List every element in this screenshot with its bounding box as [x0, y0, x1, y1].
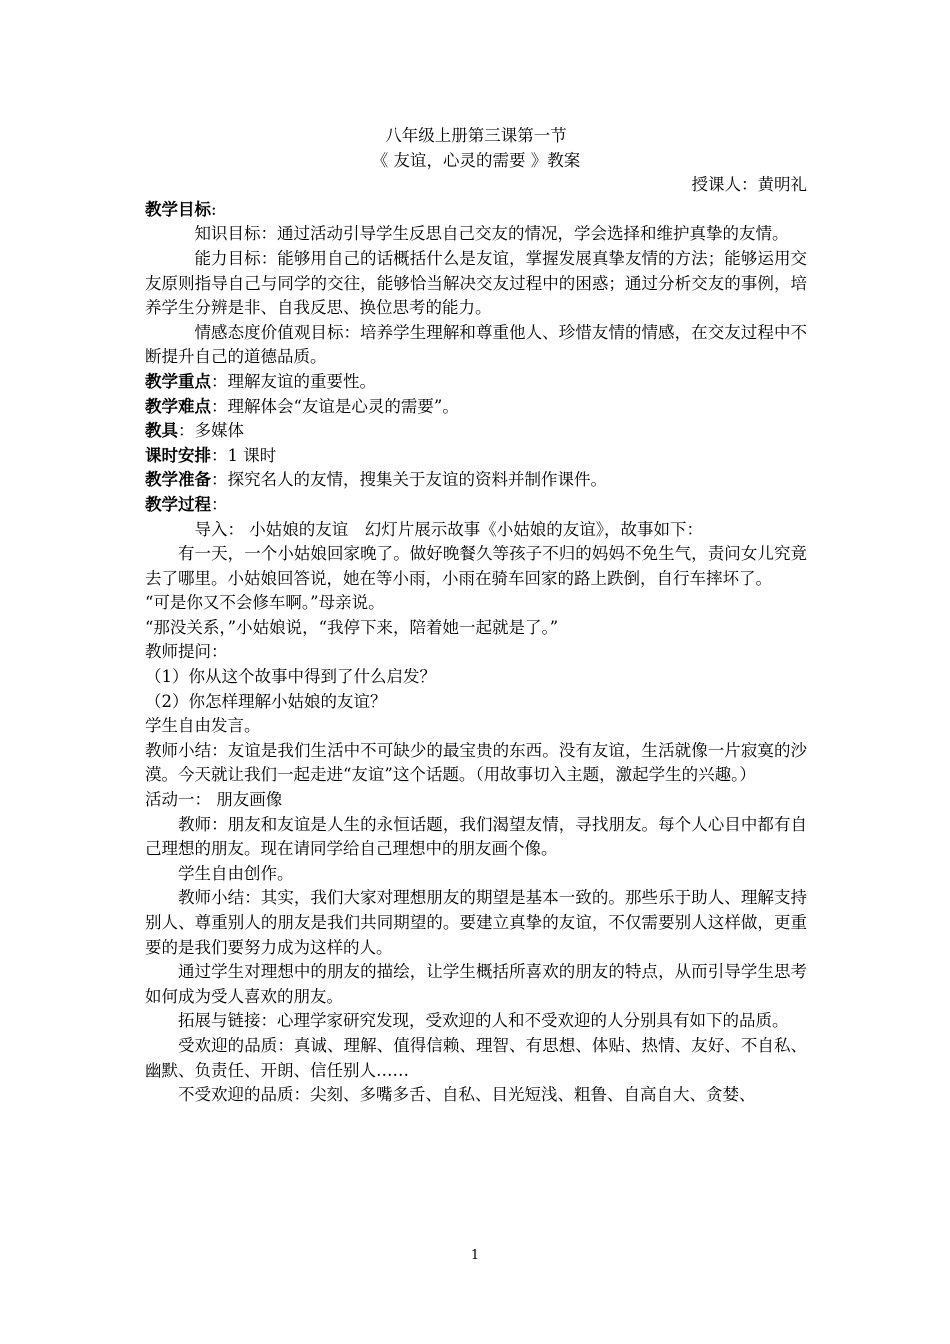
student-create: 学生自由创作。 — [178, 863, 294, 883]
teacher-summary-1: 教师小结：友谊是我们生活中不可缺少的最宝贵的东西。没有友谊，生活就像一片寂寞的沙漠。今天就让我们一起走进“友谊”这个话题。（用故事切入主题，激起学生的兴趣。） — [145, 740, 807, 785]
teacher-ask: 教师提问： — [145, 642, 228, 662]
story-quote-girl: “那没关系，”小姑娘说，“我停下来，陪着她一起就是了。” — [145, 617, 559, 637]
field-value: ： — [211, 494, 228, 514]
field-process — [145, 493, 807, 518]
field-value: ：理解友谊的重要性。 — [211, 371, 376, 391]
field-value: ：多媒体 — [178, 421, 244, 441]
page-number: 1 — [470, 1248, 480, 1263]
field-label: 教学准备 — [145, 470, 211, 490]
field-tools — [145, 419, 807, 444]
lesson-title: 《 友谊，心灵的需要 》教案 — [371, 150, 581, 170]
objectives-label: 教学目标 — [145, 199, 211, 219]
story-paragraph: 有一天，一个小姑娘回家晚了。做好晚餐久等孩子不归的妈妈不免生气，责问女儿究竟去了哪里。小姑娘回答说，她在等小雨，小雨在骑车回家的路上跌倒，自行车摔坏了。 — [145, 544, 807, 588]
intro-paragraph: 导入： 小姑娘的友谊 幻灯片展示故事《小姑娘的友谊》，故事如下： — [194, 519, 703, 539]
unpopular-qualities: 不受欢迎的品质：尖刻、多嘴多舌、自私、目光短浅、粗鲁、自高自大、贪婪、 — [178, 1085, 756, 1105]
objectives-heading — [145, 198, 807, 223]
field-label: 教学重点 — [145, 371, 211, 391]
field-label: 教学过程 — [145, 494, 211, 514]
popular-qualities: 受欢迎的品质：真诚、理解、值得信赖、理智、有思想、体贴、热情、友好、不自私、幽默、负责任、开朗、信任别人…… — [145, 1035, 807, 1080]
field-schedule — [145, 444, 807, 469]
question-1: （1）你从这个故事中得到了什么启发？ — [145, 667, 436, 687]
teacher-summary-2: 教师小结：其实，我们大家对理想朋友的期望是基本一致的。那些乐于助人、理解支持别人、尊重别人的朋友是我们共同期望的。要建立真挚的友谊，不仅需要别人这样做，更重要的是我们要努力成为这样的人。 — [145, 888, 807, 957]
story-quote-mother: “可是你又不会修车啊。”母亲说。 — [145, 593, 385, 613]
author-line: 授课人：黄明礼 — [691, 175, 807, 195]
activity-1-heading: 活动一： 朋友画像 — [145, 790, 283, 810]
field-label: 教具 — [145, 421, 178, 441]
emotion-objective: 情感态度价值观目标：培养学生理解和尊重他人、珍惜友情的情感，在交友过程中不断提升自己的道德品质。 — [145, 322, 807, 367]
teacher-paragraph: 教师：朋友和友谊是人生的永恒话题，我们渴望友情，寻找朋友。每个人心目中都有自己理想的朋友。现在请同学给自己理想中的朋友画个像。 — [145, 814, 807, 859]
student-free-talk: 学生自由发言。 — [145, 716, 261, 736]
field-value: ：探究名人的友情，搜集关于友谊的资料并制作课件。 — [211, 470, 607, 490]
ability-objective: 能力目标：能够用自己的话概括什么是友谊，掌握发展真挚友情的方法；能够运用交友原则指导自己与同学的交往，能够恰当解决交友过程中的困惑；通过分析交友的事例，培养学生分辨是非、自我反思、换位思考的能力。 — [145, 248, 807, 318]
document-body — [145, 124, 807, 1108]
question-2: （2）你怎样理解小姑娘的友谊？ — [145, 691, 387, 711]
objectives-colon: : — [211, 199, 217, 219]
course-title: 八年级上册第三课第一节 — [385, 126, 567, 145]
field-label: 课时安排 — [145, 445, 211, 465]
extend-paragraph: 拓展与链接：心理学家研究发现，受欢迎的人和不受欢迎的人分别具有如下的品质。 — [178, 1011, 789, 1031]
field-label: 教学难点 — [145, 396, 211, 416]
field-value: ：1 课时 — [211, 445, 277, 465]
field-difficulty — [145, 395, 807, 420]
field-key-point — [145, 370, 807, 395]
field-preparation — [145, 468, 807, 493]
field-value: ：理解体会“友谊是心灵的需要”。 — [211, 396, 459, 416]
guide-paragraph: 通过学生对理想中的朋友的描绘，让学生概括所喜欢的朋友的特点，从而引导学生思考如何成为受人喜欢的朋友。 — [145, 962, 807, 1006]
knowledge-objective: 知识目标：通过活动引导学生反思自己交友的情况，学会选择和维护真挚的友情。 — [194, 224, 789, 244]
